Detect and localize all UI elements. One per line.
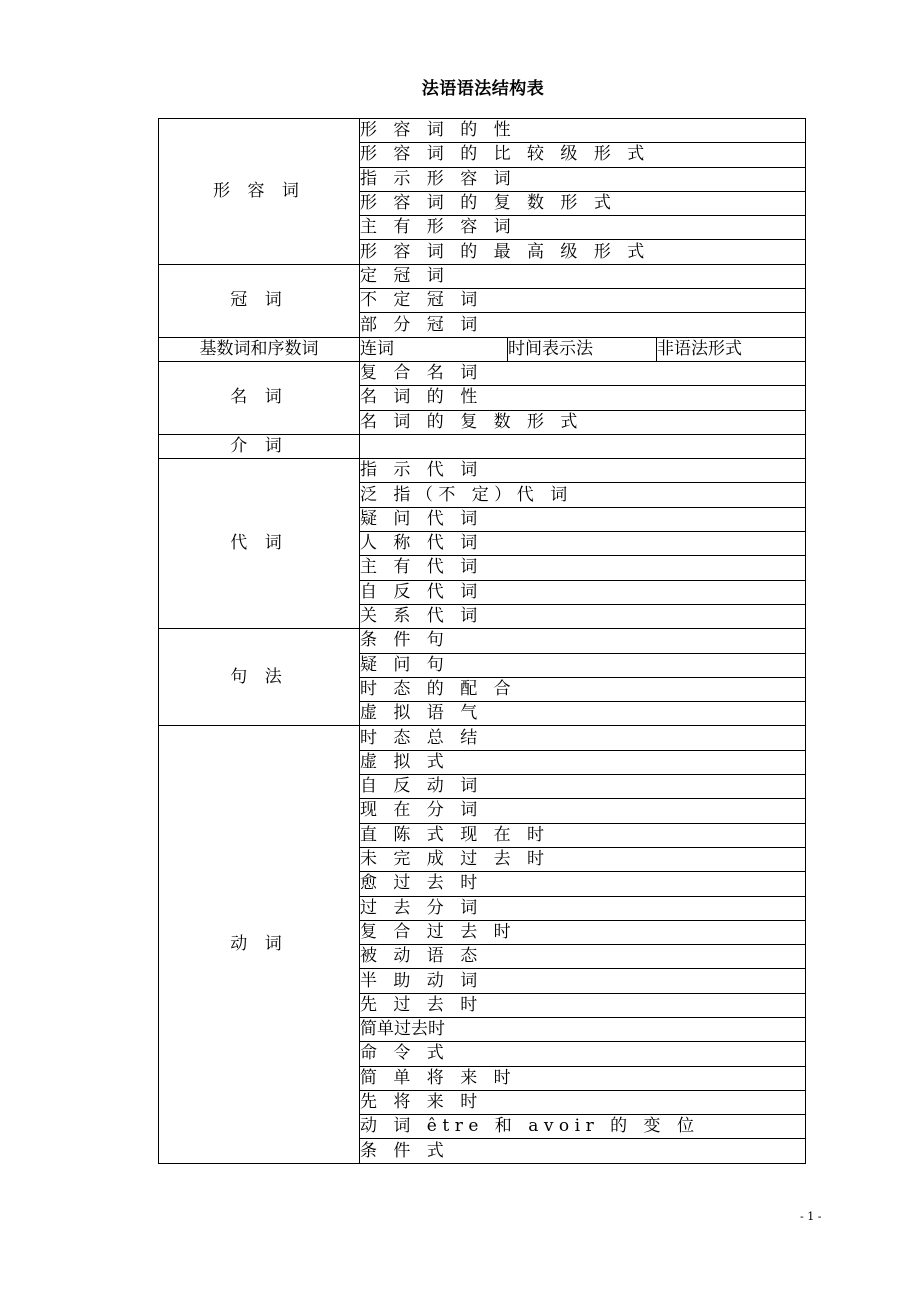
cell-non-grammatical-form: 非语法形式 (657, 337, 806, 361)
category-adjective: 形 容 词 (159, 119, 360, 265)
document-title: 法语语法结构表 (421, 79, 545, 99)
table-row (159, 361, 806, 385)
list-item: 直 陈 式 现 在 时 (360, 823, 806, 847)
list-item: 被 动 语 态 (360, 945, 806, 969)
list-item: 复 合 名 词 (360, 361, 806, 385)
list-item: 泛 指（不 定）代 词 (360, 483, 806, 507)
list-item: 定 冠 词 (360, 264, 806, 288)
list-item: 未 完 成 过 去 时 (360, 847, 806, 871)
list-item: 虚 拟 式 (360, 750, 806, 774)
list-item: 形 容 词 的 比 较 级 形 式 (360, 143, 806, 167)
list-item: 疑 问 代 词 (360, 507, 806, 531)
list-item: 条 件 式 (360, 1139, 806, 1163)
list-item: 时 态 总 结 (360, 726, 806, 750)
table-row (159, 119, 806, 143)
list-item: 名 词 的 性 (360, 386, 806, 410)
category-noun: 名 词 (159, 361, 360, 434)
list-item: 现 在 分 词 (360, 799, 806, 823)
list-item: 先 将 来 时 (360, 1090, 806, 1114)
list-item: 时 态 的 配 合 (360, 677, 806, 701)
list-item: 半 助 动 词 (360, 969, 806, 993)
list-item: 过 去 分 词 (360, 896, 806, 920)
list-item: 形 容 词 的 性 (360, 119, 806, 143)
table-row (159, 629, 806, 653)
list-item: 简单过去时 (360, 1017, 806, 1041)
list-item: 名 词 的 复 数 形 式 (360, 410, 806, 434)
list-item: 形 容 词 的 最 高 级 形 式 (360, 240, 806, 264)
list-item: 人 称 代 词 (360, 532, 806, 556)
table-row (159, 726, 806, 750)
list-item: 主 有 形 容 词 (360, 216, 806, 240)
table-row (159, 459, 806, 483)
list-item: 先 过 去 时 (360, 993, 806, 1017)
grammar-structure-table (158, 118, 806, 1164)
list-item: 形 容 词 的 复 数 形 式 (360, 191, 806, 215)
table-row (159, 337, 806, 361)
list-item: 复 合 过 去 时 (360, 920, 806, 944)
empty-cell (360, 434, 806, 458)
table-row (159, 434, 806, 458)
list-item: 关 系 代 词 (360, 604, 806, 628)
list-item: 愈 过 去 时 (360, 872, 806, 896)
list-item: 部 分 冠 词 (360, 313, 806, 337)
category-pronoun: 代 词 (159, 459, 360, 629)
category-article: 冠 词 (159, 264, 360, 337)
category-syntax: 句 法 (159, 629, 360, 726)
list-item: 条 件 句 (360, 629, 806, 653)
page-number: - 1 - (800, 1210, 822, 1223)
category-preposition: 介 词 (159, 434, 360, 458)
list-item: 不 定 冠 词 (360, 289, 806, 313)
list-item: 主 有 代 词 (360, 556, 806, 580)
list-item: 动 词 être 和 avoir 的 变 位 (360, 1115, 806, 1139)
table-row (159, 264, 806, 288)
category-verb: 动 词 (159, 726, 360, 1163)
list-item: 虚 拟 语 气 (360, 702, 806, 726)
list-item: 简 单 将 来 时 (360, 1066, 806, 1090)
category-numeral: 基数词和序数词 (159, 337, 360, 361)
cell-conjunction: 连词 (360, 337, 508, 361)
cell-time-expression: 时间表示法 (508, 337, 657, 361)
list-item: 指 示 代 词 (360, 459, 806, 483)
list-item: 自 反 动 词 (360, 775, 806, 799)
list-item: 命 令 式 (360, 1042, 806, 1066)
list-item: 指 示 形 容 词 (360, 167, 806, 191)
list-item: 疑 问 句 (360, 653, 806, 677)
list-item: 自 反 代 词 (360, 580, 806, 604)
